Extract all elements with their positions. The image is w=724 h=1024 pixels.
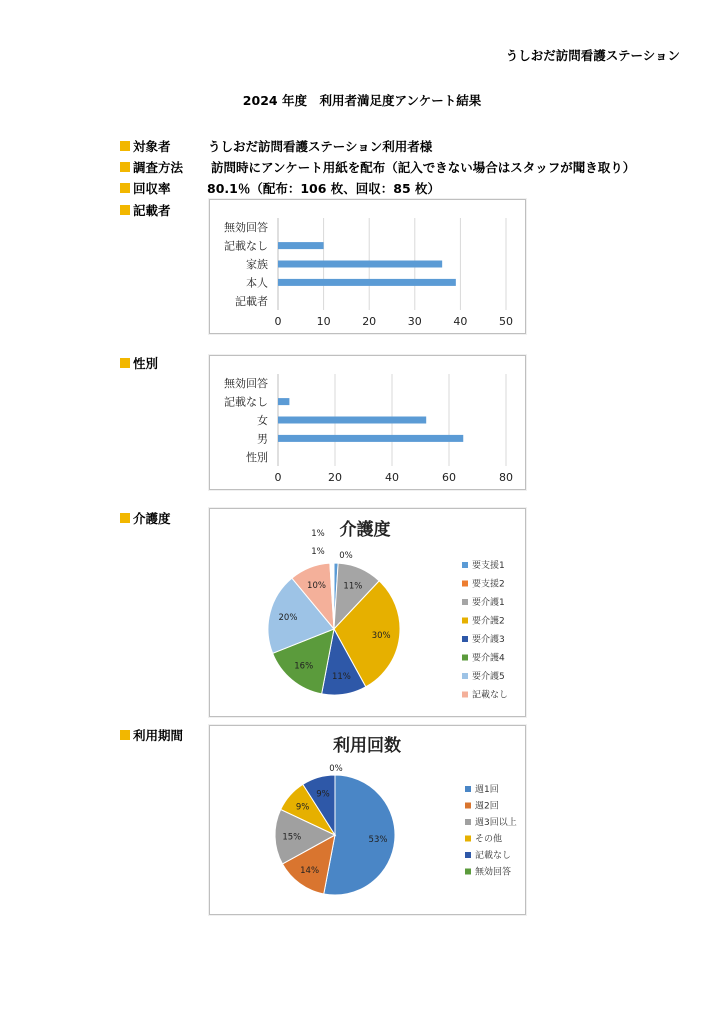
- bar: [278, 279, 456, 286]
- legend-swatch: [462, 562, 468, 568]
- x-tick-label: 40: [385, 471, 399, 484]
- info-value: 訪問時にアンケート用紙を配布（記入できない場合はスタッフが聞き取り）: [211, 160, 636, 175]
- y-category-label: 記載者: [235, 294, 268, 308]
- legend-swatch: [462, 673, 468, 679]
- y-category-label: 女: [257, 414, 268, 427]
- legend-entry: 週2回: [475, 801, 499, 812]
- legend-swatch: [465, 803, 471, 809]
- bullet-square-icon: [120, 730, 130, 740]
- legend-swatch: [462, 618, 468, 624]
- bar: [278, 435, 463, 442]
- slice-data-label: 9%: [316, 789, 330, 800]
- slice-data-label: 0%: [339, 551, 353, 561]
- section-writer: [120, 201, 171, 219]
- x-tick-label: 20: [328, 471, 342, 484]
- slice-data-label: 1%: [311, 547, 325, 557]
- legend-entry: 週3回以上: [475, 818, 517, 828]
- section-title: 利用期間: [133, 728, 184, 743]
- info-row-target: [120, 137, 432, 155]
- legend-swatch: [465, 869, 471, 875]
- legend-entry: 要介護5: [472, 672, 505, 682]
- bullet-square-icon: [120, 183, 130, 193]
- legend-swatch: [465, 786, 471, 792]
- legend-swatch: [462, 599, 468, 605]
- care-pie-chart: [210, 509, 525, 716]
- section-usage: [120, 726, 183, 744]
- bullet-square-icon: [120, 205, 130, 215]
- bullet-square-icon: [120, 162, 130, 172]
- section-care: [120, 509, 171, 527]
- legend-entry: その他: [475, 834, 503, 845]
- slice-data-label: 11%: [343, 581, 363, 592]
- legend-entry: 要支援1: [472, 561, 505, 571]
- info-value: 80.1％（配布：106 枚、回収：85 枚）: [207, 181, 441, 196]
- y-category-label: 無効回答: [224, 377, 268, 391]
- legend-swatch: [465, 836, 471, 842]
- usage-pie-chart: [210, 726, 525, 914]
- gender-bar-chart: [210, 356, 525, 489]
- legend-swatch: [462, 636, 468, 642]
- x-tick-label: 20: [362, 315, 377, 328]
- gender-chart-frame: [209, 355, 526, 490]
- info-value: うしおだ訪問看護ステーション利用者様: [208, 139, 433, 154]
- chart-title: 介護度: [339, 520, 391, 540]
- legend-entry: 週1回: [475, 785, 499, 795]
- slice-data-label: 9%: [295, 802, 310, 813]
- info-label: 調査方法: [133, 160, 184, 175]
- info-label: 対象者: [133, 139, 171, 154]
- y-category-label: 記載なし: [224, 239, 268, 253]
- chart-title: 利用回数: [333, 736, 401, 756]
- legend-swatch: [465, 852, 471, 858]
- slice-data-label: 10%: [307, 580, 326, 591]
- legend-swatch: [462, 581, 468, 587]
- bar: [278, 261, 442, 268]
- y-category-label: 家族: [246, 258, 268, 271]
- slice-data-label: 53%: [368, 835, 388, 846]
- x-tick-label: 50: [499, 315, 513, 328]
- x-tick-label: 80: [499, 471, 513, 484]
- legend-entry: 記載なし: [472, 690, 509, 701]
- y-category-label: 無効回答: [224, 221, 268, 235]
- slice-data-label: 30%: [371, 630, 391, 641]
- info-row-method: [120, 158, 635, 176]
- legend-entry: 要支援2: [472, 579, 505, 590]
- bullet-square-icon: [120, 513, 130, 523]
- x-tick-label: 0: [274, 471, 282, 484]
- section-title: 性別: [133, 356, 159, 371]
- legend-swatch: [465, 819, 471, 825]
- legend-entry: 要介護3: [472, 635, 505, 645]
- info-row-rate: [120, 179, 440, 197]
- slice-data-label: 16%: [294, 661, 314, 672]
- slice-data-label: 11%: [331, 671, 351, 682]
- slice-data-label: 0%: [329, 764, 343, 774]
- legend-swatch: [462, 692, 468, 698]
- slice-data-label: 20%: [278, 613, 298, 624]
- legend-entry: 無効回答: [475, 867, 512, 878]
- slice-data-label: 14%: [300, 865, 320, 876]
- section-title: 介護度: [133, 511, 171, 526]
- bar: [278, 242, 324, 249]
- usage-chart-frame: [209, 725, 526, 915]
- y-category-label: 性別: [246, 450, 268, 464]
- y-category-label: 男: [257, 432, 268, 446]
- writer-chart-frame: [209, 199, 526, 334]
- bullet-square-icon: [120, 141, 130, 151]
- x-tick-label: 10: [316, 315, 331, 328]
- y-category-label: 本人: [246, 276, 268, 290]
- bullet-square-icon: [120, 358, 130, 368]
- legend-entry: 要介護4: [472, 653, 505, 664]
- legend-entry: 要介護1: [472, 598, 505, 608]
- legend-swatch: [462, 655, 468, 661]
- x-tick-label: 40: [453, 315, 468, 328]
- x-tick-label: 60: [442, 471, 456, 484]
- info-label: 回収率: [133, 181, 171, 196]
- x-tick-label: 0: [274, 315, 282, 328]
- legend-entry: 記載なし: [475, 851, 512, 861]
- bar: [278, 398, 289, 405]
- slice-data-label: 15%: [282, 832, 302, 843]
- organization-name: うしおだ訪問看護ステーション: [505, 48, 680, 63]
- care-chart-frame: [209, 508, 526, 717]
- section-title: 記載者: [133, 203, 171, 218]
- legend-entry: 要介護2: [472, 616, 505, 627]
- bar: [278, 417, 426, 424]
- section-gender: [120, 354, 158, 372]
- page-title: 2024 年度 利用者満足度アンケート結果: [242, 93, 482, 108]
- x-tick-label: 30: [407, 315, 422, 328]
- slice-data-label: 1%: [311, 529, 325, 539]
- writer-bar-chart: [210, 200, 525, 333]
- y-category-label: 記載なし: [224, 395, 268, 409]
